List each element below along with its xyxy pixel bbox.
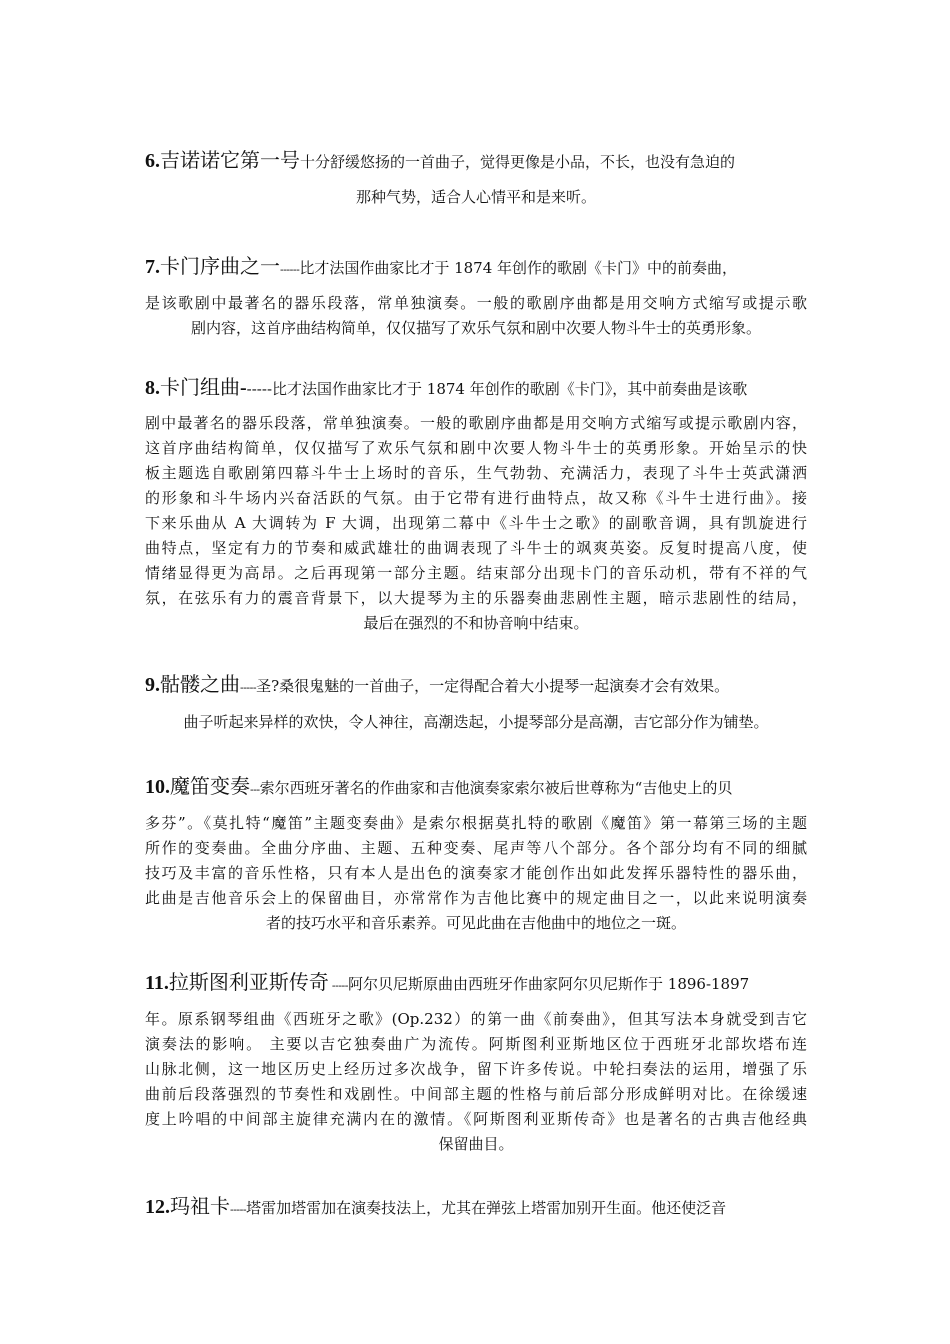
entry-title: 魔笛变奏 [170,774,250,798]
entry-title: 骷髅之曲 [160,672,240,696]
entry-text-line: 情绪显得更为高昂。之后再现第一部分主题。结束部分出现卡门的音乐动机，带有不祥的气 [145,564,807,582]
entry-number: 12. [145,1196,170,1218]
entry-text-line: 剧内容，这首序曲结构简单，仅仅描写了欢乐气氛和剧中次要人物斗牛士的英勇形象。 [190,319,761,337]
entry-text-line: 山脉北侧，这一地区历史上经历过多次战争，留下许多传说。中轮扫奏法的运用，增强了乐 [145,1060,807,1078]
entry-text-line: 十分舒缓悠扬的一首曲子，觉得更像是小品，不长，也没有急迫的 [300,153,736,171]
entry-6 [145,148,807,210]
entry-heading-line [145,970,807,998]
entry-12 [145,1194,807,1222]
entry-text-line: 那种气势，适合人心情平和是来听。 [355,188,596,206]
entry-title: 卡门组曲 [160,375,240,399]
entry-text-line: 最后在强烈的不和协音响中结束。 [363,614,589,632]
entry-8 [145,375,807,636]
entry-heading-line [145,1194,807,1222]
entry-text-line: 者的技巧水平和音乐素养。可见此曲在吉他曲中的地位之一斑。 [265,914,686,932]
entry-text-line: 保留曲目。 [438,1135,514,1153]
entry-text-line: -----比才法国作曲家比才于 1874 年创作的歌剧《卡门》，其中前奏曲是该歌 [246,380,748,398]
entry-text-line: 索尔西班牙著名的作曲家和吉他演奏家索尔被后世尊称为“吉他史上的贝 [259,779,733,797]
entry-text-line: 氛，在弦乐有力的震音背景下，以大提琴为主的乐器奏曲悲剧性主题，暗示悲剧性的结局， [145,589,807,607]
entry-text-line: 此曲是吉他音乐会上的保留曲目，亦常常作为吉他比赛中的规定曲目之一，以此来说明演奏 [145,889,807,907]
entry-number: 11. [145,972,169,994]
entry-10 [145,774,807,936]
entry-dashes: ------ [280,263,300,276]
entry-heading-line [145,774,807,802]
entry-title: 拉斯图利亚斯传奇 [168,970,329,994]
entry-7 [145,254,807,341]
entry-text-line: 是该歌剧中最著名的器乐段落，常单独演奏。一般的歌剧序曲都是用交响方式缩写或提示歌 [145,294,807,312]
entry-text-line: 曲特点，坚定有力的节奏和威武雄壮的曲调表现了斗牛士的飒爽英姿。反复时提高八度，使 [145,539,807,557]
entry-text-line: 这首序曲结构简单，仅仅描写了欢乐气氛和剧中次要人物斗牛士的英勇形象。开始呈示的快 [145,439,807,457]
entry-heading-line [145,375,807,402]
entry-text-line: 比才法国作曲家比才于 1874 年创作的歌剧《卡门》中的前奏曲， [299,259,738,277]
entry-text-line: 曲前后段落强烈的节奏性和戏剧性。中间部主题的性格与前后部分形成鲜明对比。在徐缓速 [145,1085,807,1103]
entry-11 [145,970,807,1157]
entry-9 [145,672,807,735]
entry-text-line: 圣?桑很鬼魅的一首曲子，一定得配合着大小提琴一起演奏才会有效果。 [256,677,730,695]
entry-dashes: --- [250,783,260,796]
entry-dashes: - [240,377,247,399]
entry-text-line: 年。原系钢琴组曲《西班牙之歌》(Op.232）的第一曲《前奏曲》，但其写法本身就受到吉它 [145,1010,807,1028]
entry-text-line: 多芬”。《莫扎特“魔笛”主题变奏曲》是索尔根据莫扎特的歌剧《魔笛》第一幕第三场的主题 [145,814,807,832]
entry-heading-line [145,254,807,282]
entry-title: 卡门序曲之一 [160,254,280,278]
entry-text-line: 的形象和斗牛场内兴奋活跃的气氛。由于它带有进行曲特点，故又称《斗牛士进行曲》。接 [145,489,807,507]
entry-number: 8. [145,377,160,399]
entry-dashes: ----- [240,681,257,694]
entry-number: 7. [145,256,160,278]
entry-dashes: ----- [328,979,348,992]
entry-number: 10. [145,776,170,798]
entry-text-line: 技巧及丰富的音乐性格，只有本人是出色的演奏家才能创作出如此发挥乐器特性的器乐曲， [145,864,807,882]
entry-text-line: 剧中最著名的器乐段落，常单独演奏。一般的歌剧序曲都是用交响方式缩写或提示歌剧内容， [145,414,807,432]
entry-number: 6. [145,150,160,172]
entry-text-line: 度上吟唱的中间部主旋律充满内在的激情。《阿斯图利亚斯传奇》也是著名的古典吉他经典 [145,1110,807,1128]
entry-title: 玛祖卡 [170,1194,230,1218]
entry-text-line: 板主题选自歌剧第四幕斗牛士上场时的音乐，生气勃勃、充满活力，表现了斗牛士英武潇洒 [145,464,807,482]
entry-text-line: 塔雷加塔雷加在演奏技法上，尤其在弹弦上塔雷加别开生面。他还使泛音 [246,1199,727,1217]
entry-text-line: 曲子听起来异样的欢快，令人神往，高潮迭起，小提琴部分是高潮，吉它部分作为铺垫。 [183,713,769,731]
entry-title: 吉诺诺它第一号 [160,148,300,172]
entry-heading-line [145,672,807,700]
entry-number: 9. [145,674,160,696]
entry-text-line: 演奏法的影响。 主要以吉它独奏曲广为流传。阿斯图利亚斯地区位于西班牙北部坎塔布连 [145,1035,807,1053]
entry-text-line: 下来乐曲从 A 大调转为 F 大调，出现第二幕中《斗牛士之歌》的副歌音调，具有凯旋进行 [145,514,807,532]
entry-text-line: 所作的变奏曲。全曲分序曲、主题、五种变奏、尾声等八个部分。各个部分均有不同的细腻 [145,839,807,857]
entry-text-line: 阿尔贝尼斯原曲由西班牙作曲家阿尔贝尼斯作于 1896-1897 [348,975,750,993]
entry-heading-line [145,148,807,175]
entry-dashes: ----- [230,1203,247,1216]
